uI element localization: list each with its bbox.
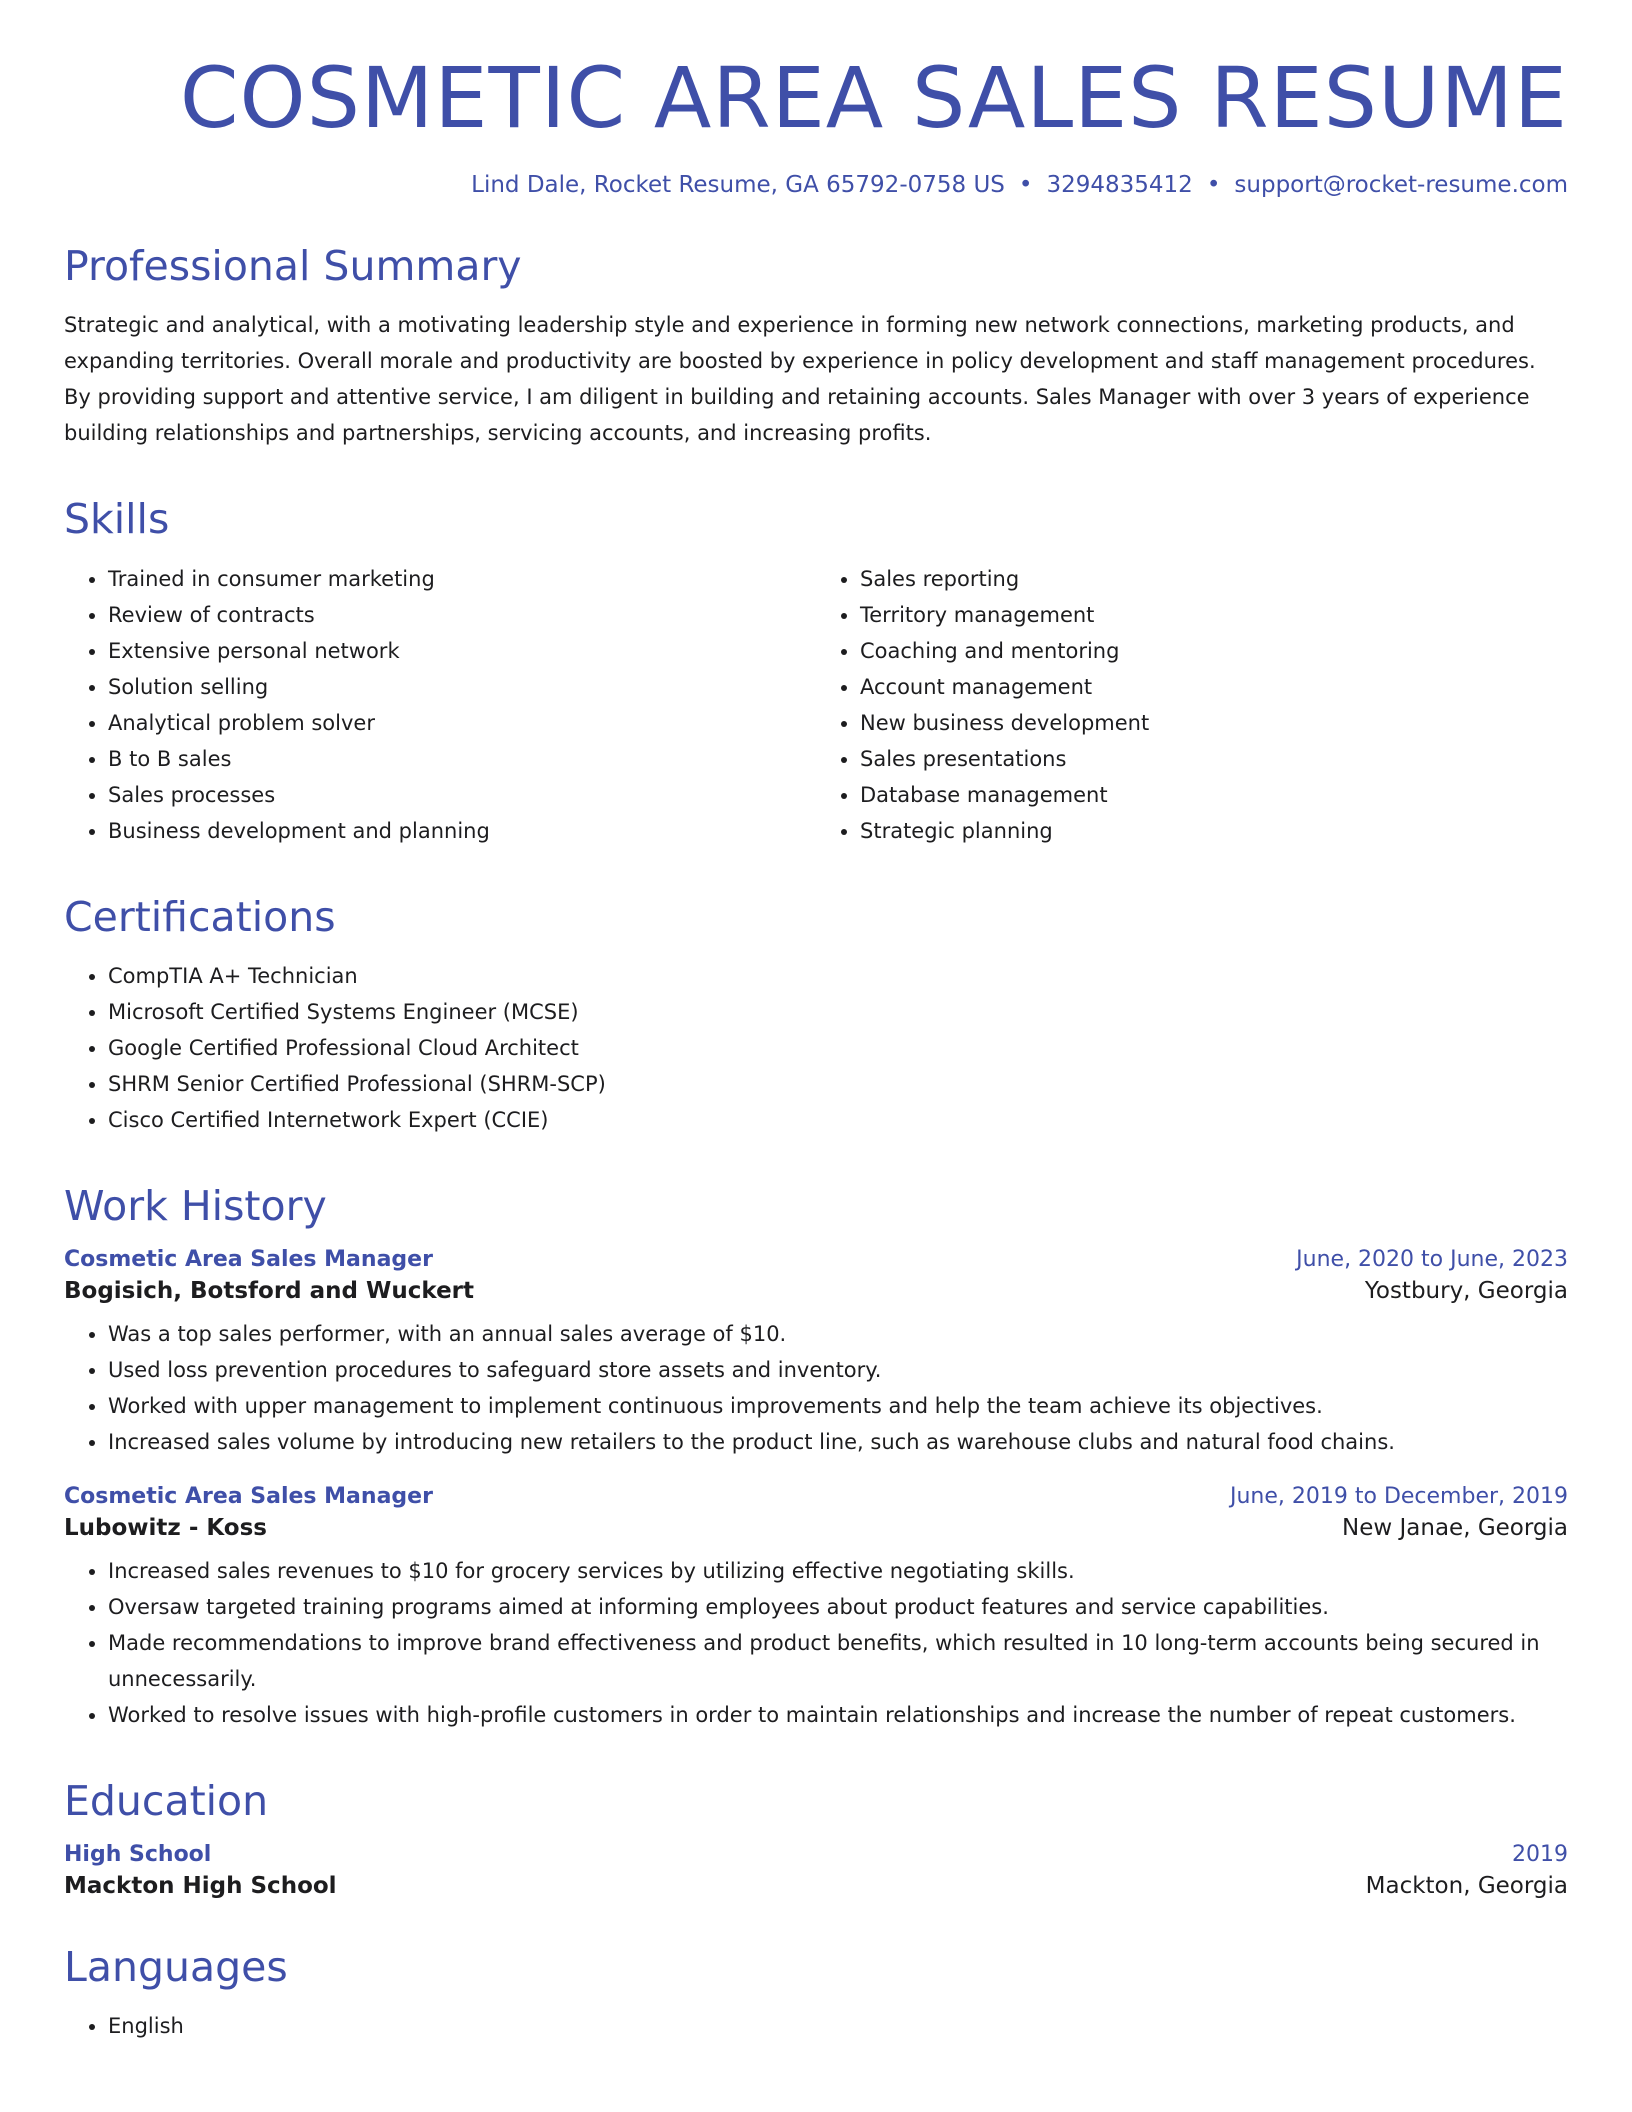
certification-item: • Google Certified Professional Cloud Architect: [108, 1030, 1568, 1066]
skills-right-list: [816, 561, 1568, 849]
skills-left-column: [64, 561, 816, 849]
contact-separator: •: [1018, 172, 1033, 199]
job-title-row: [64, 1247, 1568, 1272]
education-year: 2019: [1512, 1841, 1568, 1867]
work-history-section: [64, 1181, 1568, 1733]
job-bullet: • Increased sales volume by introducing new retailers to the product line, such as warehouse clubs and natural food chains.: [108, 1424, 1568, 1460]
skill-item: • B to B sales: [108, 741, 816, 777]
job-bullet: • Worked to resolve issues with high-profile customers in order to maintain relationships and increase the number of repeat customers.: [108, 1697, 1568, 1733]
skill-item: • Sales reporting: [860, 561, 1568, 597]
education-section: [64, 1776, 1568, 1899]
skill-item: • Coaching and mentoring: [860, 633, 1568, 669]
contact-address: Lind Dale, Rocket Resume, GA 65792-0758 US: [471, 172, 1005, 199]
education-degree-row: [64, 1842, 1568, 1867]
job-bullet: • Used loss prevention procedures to safeguard store assets and inventory.: [108, 1352, 1568, 1388]
certification-item: • SHRM Senior Certified Professional (SHRM-SCP): [108, 1066, 1568, 1102]
certification-item: • CompTIA A+ Technician: [108, 958, 1568, 994]
languages-heading: Languages: [64, 1942, 288, 1991]
job-title-row: [64, 1484, 1568, 1509]
job-bullets: [64, 1553, 1568, 1733]
skill-item: • Sales presentations: [860, 741, 1568, 777]
contact-phone: 3294835412: [1046, 172, 1193, 199]
job-entry: [64, 1484, 1568, 1733]
certifications-list: [64, 958, 1568, 1138]
job-bullet: • Was a top sales performer, with an annual sales average of $10.: [108, 1316, 1568, 1352]
certifications-heading: Certifications: [64, 892, 336, 941]
job-company: Bogisich, Botsford and Wuckert: [64, 1277, 475, 1304]
job-bullet: • Worked with upper management to implement continuous improvements and help the team achieve its objectives.: [108, 1388, 1568, 1424]
skill-item: • Territory management: [860, 597, 1568, 633]
job-location: Yostbury, Georgia: [1364, 1277, 1568, 1304]
resume-title: COSMETIC AREA SALES RESUME: [179, 49, 1568, 147]
job-title: Cosmetic Area Sales Manager: [64, 1483, 433, 1509]
education-school: Mackton High School: [64, 1872, 337, 1899]
skill-item: • Strategic planning: [860, 813, 1568, 849]
education-heading: Education: [64, 1776, 269, 1825]
job-entry: [64, 1247, 1568, 1460]
language-item: • English: [108, 2008, 1568, 2044]
languages-section: [64, 1942, 1568, 2044]
certifications-section: [64, 892, 1568, 1138]
job-bullets: [64, 1316, 1568, 1460]
skill-item: • Database management: [860, 777, 1568, 813]
skills-left-list: [64, 561, 816, 849]
job-company-row: [64, 1272, 1568, 1304]
education-degree: High School: [64, 1841, 212, 1867]
skill-item: • Business development and planning: [108, 813, 816, 849]
skill-item: • Solution selling: [108, 669, 816, 705]
work-history-heading: Work History: [64, 1181, 327, 1230]
skill-item: • Trained in consumer marketing: [108, 561, 816, 597]
job-title: Cosmetic Area Sales Manager: [64, 1246, 433, 1272]
summary-text: Strategic and analytical, with a motivating leadership style and experience in forming new network connections, marketing products, and expanding territories. Overall morale and productivity are boosted by experience in policy development and staff management procedures. By providing support and attentive service, I am diligent in building and retaining accounts. Sales Manager with over 3 years of experience building relationships and partnerships, servicing accounts, and increasing profits.: [64, 313, 1536, 446]
job-bullet: • Oversaw targeted training programs aimed at informing employees about product features and service capabilities.: [108, 1589, 1568, 1625]
summary-heading: Professional Summary: [64, 242, 522, 291]
certification-item: • Cisco Certified Internetwork Expert (CCIE): [108, 1102, 1568, 1138]
summary-section: [64, 244, 1568, 451]
skill-item: • Account management: [860, 669, 1568, 705]
job-company: Lubowitz - Koss: [64, 1514, 267, 1541]
job-location: New Janae, Georgia: [1342, 1514, 1568, 1541]
job-bullet: • Made recommendations to improve brand effectiveness and product benefits, which resulted in 10 long-term accounts being secured in unnecessarily.: [108, 1625, 1568, 1697]
skill-item: • Extensive personal network: [108, 633, 816, 669]
skills-section: [64, 497, 1568, 848]
contact-separator: •: [1206, 172, 1221, 199]
job-dates: June, 2019 to December, 2019: [1229, 1483, 1568, 1509]
skill-item: • Review of contracts: [108, 597, 816, 633]
contact-email: support@rocket-resume.com: [1234, 172, 1568, 199]
skill-item: • Analytical problem solver: [108, 705, 816, 741]
skill-item: • New business development: [860, 705, 1568, 741]
education-school-row: [64, 1867, 1568, 1899]
job-dates: June, 2020 to June, 2023: [1296, 1246, 1568, 1272]
skills-columns: [64, 561, 1568, 849]
certification-item: • Microsoft Certified Systems Engineer (MCSE): [108, 994, 1568, 1030]
job-company-row: [64, 1509, 1568, 1541]
education-location: Mackton, Georgia: [1365, 1872, 1568, 1899]
languages-list: [64, 2008, 1568, 2044]
contact-line: [64, 172, 1568, 198]
skill-item: • Sales processes: [108, 777, 816, 813]
skills-right-column: [816, 561, 1568, 849]
skills-heading: Skills: [64, 495, 170, 544]
job-bullet: • Increased sales revenues to $10 for grocery services by utilizing effective negotiating skills.: [108, 1553, 1568, 1589]
